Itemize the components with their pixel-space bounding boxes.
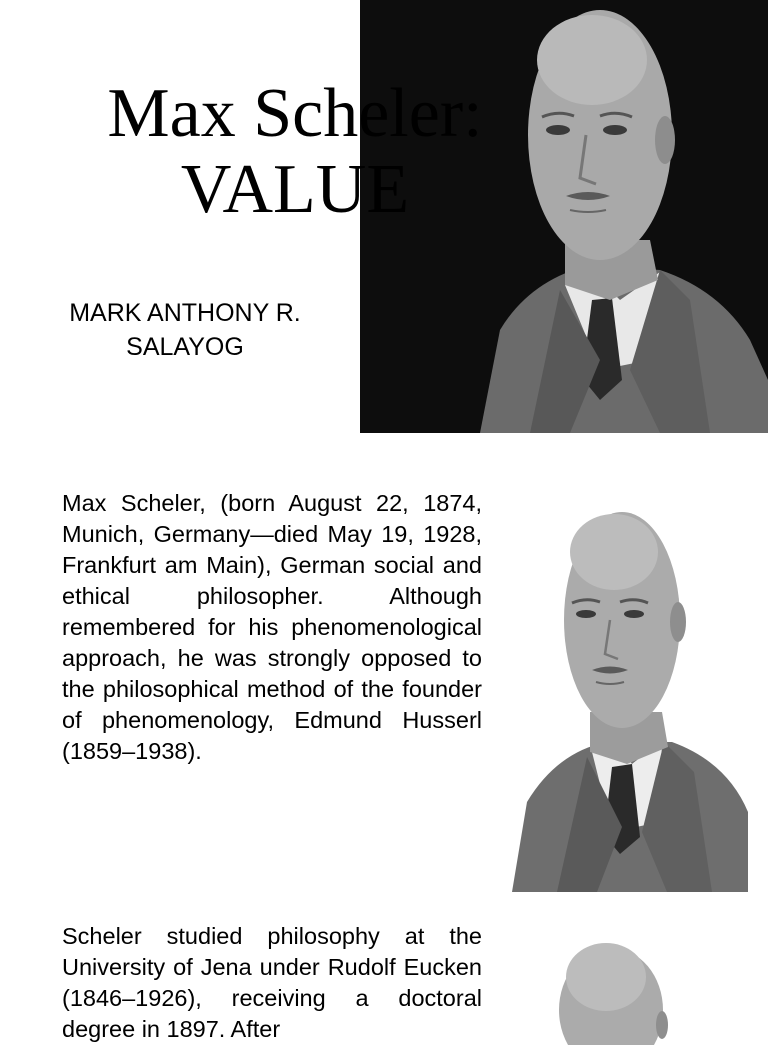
portrait-photo (512, 502, 748, 892)
portrait-photo (556, 935, 666, 1035)
page-title (60, 76, 530, 228)
biography-paragraph: Max Scheler, (born August 22, 1874, Munich, Germany—died May 19, 1928, Frankfurt am Main), German social and ethical philosopher. Although remembered for his phenomenological approach, he was strongly opposed to the philosophical method of the founder of phenomenology, Edmund Husserl (1859–1938). (62, 490, 482, 764)
education-paragraph: Scheler studied philosophy at the University of Jena under Rudolf Eucken (1846–1926), receiving a doctoral degree in 1897. After (62, 923, 482, 1042)
title-line-2: VALUE (180, 151, 410, 228)
author-line-1: MARK ANTHONY R. (69, 299, 301, 327)
title-slide (0, 0, 768, 433)
education-slide (0, 905, 768, 1042)
portrait-illustration (512, 502, 748, 892)
portrait-illustration (556, 935, 666, 1035)
author-line-2: SALAYOG (126, 333, 244, 361)
biography-slide (0, 462, 768, 892)
title-line-1: Max Scheler: (107, 75, 483, 152)
author-name (40, 296, 330, 364)
